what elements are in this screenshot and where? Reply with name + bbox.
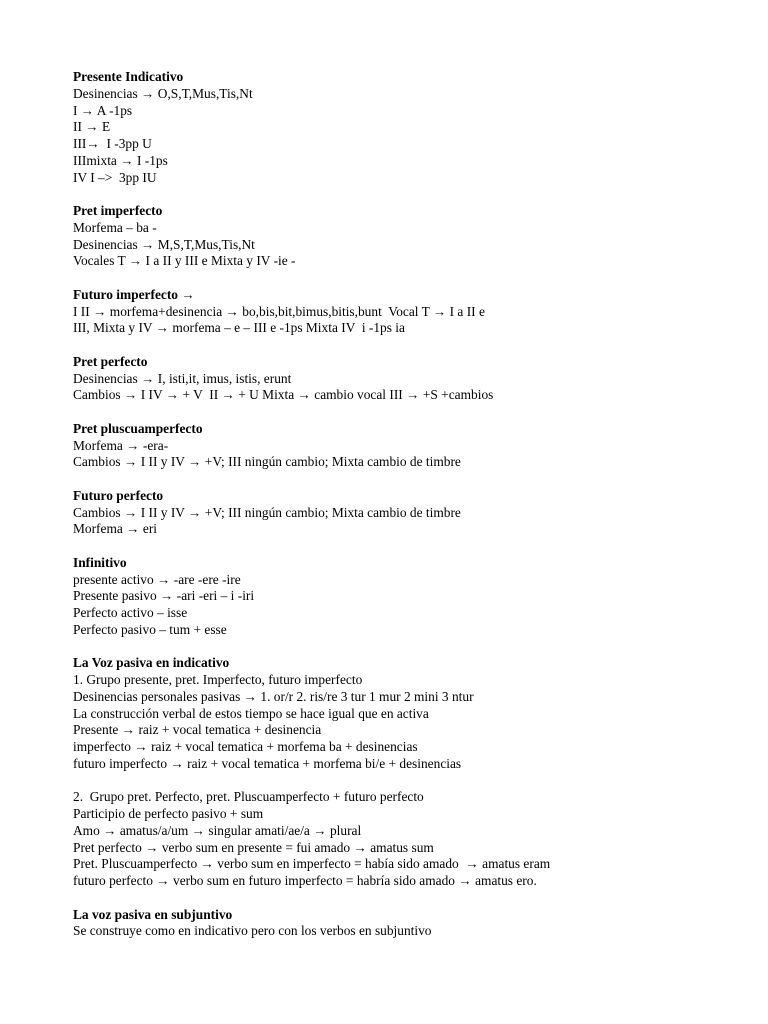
text-line: I II → morfema+desinencia → bo,bis,bit,bimus,bitis,bunt Vocal T → I a II e: [73, 303, 485, 319]
text-line: Desinencias → M,S,T,Mus,Tis,Nt: [73, 236, 255, 252]
text-line: futuro imperfecto → raiz + vocal tematica + morfema bi/e + desinencias: [73, 755, 462, 771]
section-heading: Pret perfecto: [73, 353, 148, 369]
section-heading: La Voz pasiva en indicativo: [73, 655, 230, 671]
section-voz-pasiva-subjuntivo: [73, 907, 753, 941]
section-grupo-perfecto: [73, 789, 753, 890]
text-line: Presente → raiz + vocal tematica + desinencia: [73, 722, 322, 738]
text-line: Cambios → I IV → + V II → + U Mixta → cambio vocal III → +S +cambios: [73, 387, 494, 403]
text-line: 1. Grupo presente, pret. Imperfecto, futuro imperfecto: [73, 672, 363, 687]
section-heading: Pret imperfecto: [73, 203, 163, 218]
text-line: Perfecto pasivo – tum + esse: [73, 621, 227, 637]
section-heading: Futuro imperfecto →: [73, 286, 195, 302]
text-line: Morfema → eri: [73, 521, 158, 537]
section-heading: Futuro perfecto: [73, 487, 164, 503]
document-body: [73, 69, 753, 940]
section-voz-pasiva-indicativo: [73, 655, 753, 772]
text-line: Vocales T → I a II y III e Mixta y IV -ie -: [73, 253, 296, 269]
text-line: Perfecto activo – isse: [73, 605, 188, 620]
text-line: Morfema → -era-: [73, 437, 169, 453]
text-line: Participio de perfecto pasivo + sum: [73, 806, 264, 821]
text-line: Desinencias → O,S,T,Mus,Tis,Nt: [73, 85, 253, 101]
text-line: 2. Grupo pret. Perfecto, pret. Pluscuamperfecto + futuro perfecto: [73, 789, 424, 805]
text-line: Amo → amatus/a/um → singular amati/ae/a → plural: [73, 822, 362, 838]
text-line: Cambios → I II y IV → +V; III ningún cambio; Mixta cambio de timbre: [73, 504, 461, 520]
text-line: Morfema – ba -: [73, 219, 157, 235]
text-line: Presente pasivo → -ari -eri – i -iri: [73, 588, 255, 604]
section-futuro-perfecto: [73, 488, 753, 538]
section-heading: Presente Indicativo: [73, 69, 184, 84]
text-line: III→ I -3pp U: [73, 136, 152, 151]
section-heading: La voz pasiva en subjuntivo: [73, 906, 233, 922]
text-line: presente activo → -are -ere -ire: [73, 571, 241, 587]
text-line: Desinencias personales pasivas → 1. or/r 2. ris/re 3 tur 1 mur 2 mini 3 ntur: [73, 688, 474, 704]
section-heading: Infinitivo: [73, 554, 127, 570]
text-line: Pret perfecto → verbo sum en presente = fui amado → amatus sum: [73, 839, 434, 855]
section-pret-imperfecto: [73, 203, 753, 270]
text-line: I → A -1ps: [73, 102, 133, 118]
section-presente-indicativo: [73, 69, 753, 186]
text-line: imperfecto → raiz + vocal tematica + morfema ba + desinencias: [73, 739, 418, 754]
section-pret-perfecto: [73, 354, 753, 404]
section-futuro-imperfecto: [73, 287, 753, 337]
text-line: La construcción verbal de estos tiempo se hace igual que en activa: [73, 705, 429, 721]
text-line: IV I –> 3pp IU: [73, 169, 157, 185]
section-pret-pluscuamperfecto: [73, 421, 753, 471]
section-heading: Pret pluscuamperfecto: [73, 420, 203, 436]
text-line: Desinencias → I, isti,it, imus, istis, erunt: [73, 370, 292, 386]
text-line: II → E: [73, 119, 111, 135]
text-line: Pret. Pluscuamperfecto → verbo sum en imperfecto = había sido amado → amatus eram: [73, 856, 551, 872]
section-infinitivo: [73, 555, 753, 639]
text-line: futuro perfecto → verbo sum en futuro imperfecto = habría sido amado → amatus ero.: [73, 873, 537, 888]
text-line: IIImixta → I -1ps: [73, 152, 168, 168]
text-line: III, Mixta y IV → morfema – e – III e -1ps Mixta IV i -1ps ia: [73, 320, 405, 336]
text-line: Se construye como en indicativo pero con los verbos en subjuntivo: [73, 923, 432, 939]
text-line: Cambios → I II y IV → +V; III ningún cambio; Mixta cambio de timbre: [73, 454, 461, 470]
